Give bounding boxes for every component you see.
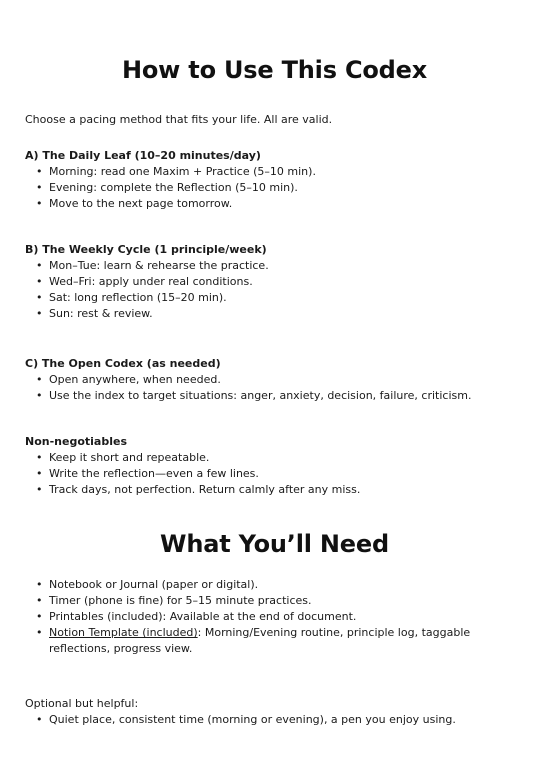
page-title: How to Use This Codex: [122, 56, 427, 84]
section-title: Non-negotiables: [25, 435, 127, 448]
section-weekly-cycle: [25, 242, 529, 322]
section-title: A) The Daily Leaf (10–20 minutes/day): [25, 149, 261, 162]
list-item: • Evening: complete the Reflection (5–10 min).: [25, 180, 529, 196]
list-item-notion: [25, 625, 529, 657]
section-open-codex: [25, 356, 529, 404]
needs-list-block: [25, 577, 529, 657]
list-item: • Keep it short and repeatable.: [25, 450, 529, 466]
list-item: • Write the reflection—even a few lines.: [25, 466, 529, 482]
bullet-list: [25, 577, 529, 657]
list-item: • Sun: rest & review.: [25, 306, 529, 322]
optional-label: Optional but helpful:: [25, 697, 139, 710]
notion-template-link[interactable]: Notion Template (included): [49, 626, 198, 639]
list-item: • Open anywhere, when needed.: [25, 372, 529, 388]
list-item: • Morning: read one Maxim + Practice (5–10 min).: [25, 164, 529, 180]
section-title: C) The Open Codex (as needed): [25, 357, 221, 370]
list-item: • Printables (included): Available at the end of document.: [25, 609, 529, 625]
bullet-list: [25, 450, 529, 498]
list-item: • Timer (phone is fine) for 5–15 minute practices.: [25, 593, 529, 609]
notion-description: : Morning/Evening routine, principle log, taggable reflections, progress view.: [49, 626, 471, 655]
list-item: • Notebook or Journal (paper or digital).: [25, 577, 529, 593]
list-item: • Sat: long reflection (15–20 min).: [25, 290, 529, 306]
section-heading-needs: What You’ll Need: [160, 530, 389, 558]
intro-paragraph: [25, 112, 529, 128]
bullet-list: [25, 258, 529, 322]
list-item: • Move to the next page tomorrow.: [25, 196, 529, 212]
bullet-list: [25, 372, 529, 404]
bullet-list: [25, 164, 529, 212]
list-item: • Quiet place, consistent time (morning or evening), a pen you enjoy using.: [25, 712, 529, 728]
list-item: • Mon–Tue: learn & rehearse the practice.: [25, 258, 529, 274]
section-title: B) The Weekly Cycle (1 principle/week): [25, 243, 267, 256]
list-item: • Wed–Fri: apply under real conditions.: [25, 274, 529, 290]
section-daily-leaf: [25, 148, 529, 212]
list-item: • Use the index to target situations: anger, anxiety, decision, failure, criticism.: [25, 388, 529, 404]
intro-text: Choose a pacing method that fits your life. All are valid.: [25, 113, 333, 126]
optional-block: [25, 696, 529, 728]
list-item: • Track days, not perfection. Return calmly after any miss.: [25, 482, 529, 498]
bullet-list: [25, 712, 529, 728]
section-non-negotiables: [25, 434, 529, 498]
